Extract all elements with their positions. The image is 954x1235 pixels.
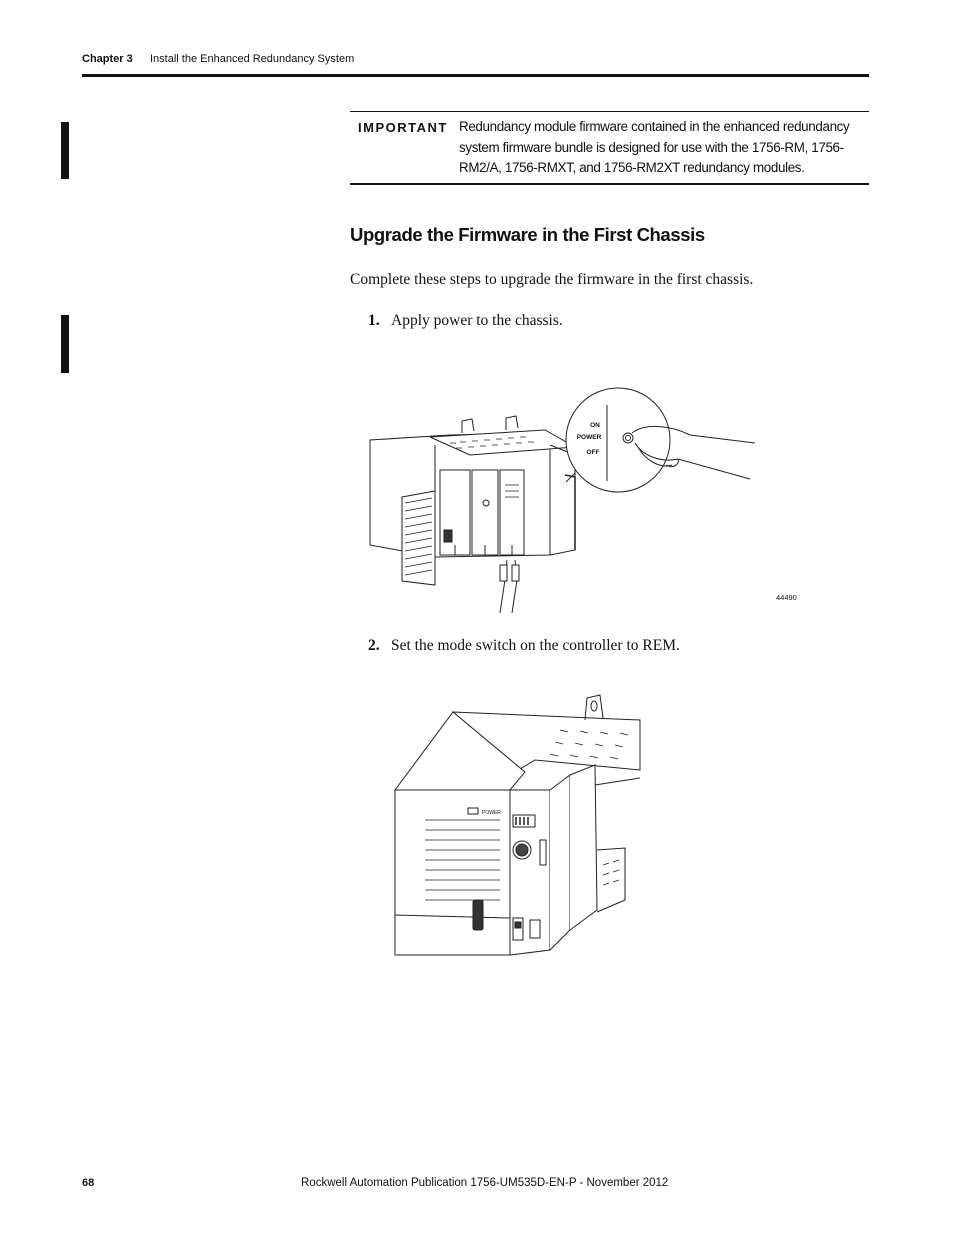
chassis-power-figure — [360, 385, 780, 620]
step-number: 2. — [368, 637, 380, 654]
chapter-label: Chapter 3 — [82, 53, 133, 65]
page-number: 68 — [82, 1177, 95, 1189]
switch-on-label: ON — [590, 422, 600, 429]
step-text: Set the mode switch on the controller to REM. — [391, 637, 680, 654]
important-bottom-rule — [350, 183, 869, 185]
change-bar — [61, 122, 69, 179]
switch-off-label: OFF — [586, 449, 600, 456]
step-2 — [368, 637, 680, 655]
step-text: Apply power to the chassis. — [391, 312, 563, 329]
important-text: Redundancy module firmware contained in the enhanced redundancy system firmware bundle is designed for use with the 1756-RM, 1756-RM2/A, 1756-RMXT, and 1756-RM2XT redundancy modules. — [459, 119, 850, 175]
change-bar — [61, 315, 69, 373]
step-number: 1. — [368, 312, 380, 329]
important-label: IMPORTANT — [358, 120, 448, 135]
section-heading: Upgrade the Firmware in the First Chassis — [350, 224, 705, 245]
switch-power-label: POWER — [576, 434, 602, 441]
controller-mode-switch-figure — [385, 690, 645, 965]
header-rule — [82, 74, 869, 77]
publication-info: Rockwell Automation Publication 1756-UM535D-EN-P - November 2012 — [301, 1177, 669, 1189]
step-1 — [368, 312, 563, 330]
important-top-rule — [350, 111, 869, 112]
figure-id: 44490 — [776, 593, 797, 602]
intro-paragraph: Complete these steps to upgrade the firmware in the first chassis. — [350, 271, 754, 288]
power-label: POWER — [482, 810, 501, 816]
chapter-title: Install the Enhanced Redundancy System — [150, 53, 355, 65]
